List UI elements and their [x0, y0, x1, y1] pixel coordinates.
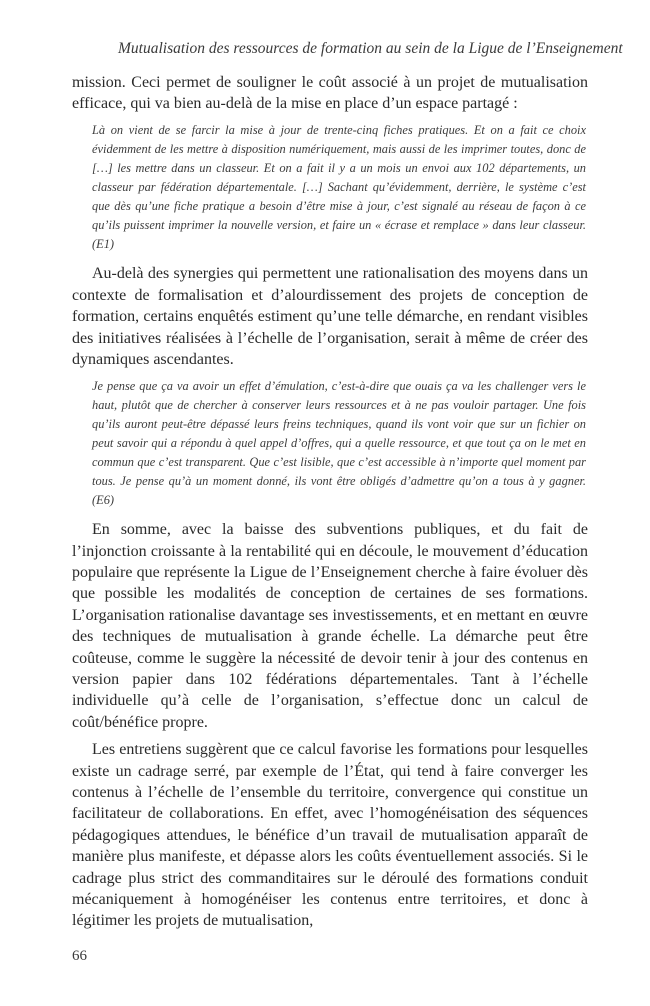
interview-quote-e6: Je pense que ça va avoir un effet d’émulation, c’est-à-dire que ouais ça va les challenger vers le haut, plutôt que de chercher à conserver leurs ressources et à ne pas vouloir partager. Une fois qu’ils auront peut-être dépassé leurs freins techniques, quand ils vont voir que sur un fichier on peut savoir qui a répondu à quel appel d’offres, qui a quelle ressource, et que tout ça on le met en commun que c’est transparent. Que c’est lisible, que c’est accessible à n’importe quel moment par tous. Je pense qu’à un moment donné, ils vont être obligés d’admettre qu’on a tous à y gagner. (E6)	[92, 378, 586, 508]
paragraph-en-somme: En somme, avec la baisse des subventions publiques, et du fait de l’injonction croissante à la rentabilité qui en découle, le mouvement d’éducation populaire que représente la Ligue de l’Enseignement cherche à faire évoluer dès que possible les modalités de conception de certaines de ses formations. L’organisation rationalise davantage ses investissements, et en mettant en œuvre des techniques de mutualisation à grande échelle. La démarche peut être coûteuse, comme le suggère la nécessité de devoir tenir à jour des contenus en version papier dans 102 fédérations départementales. Tant à l’échelle individuelle qu’à celle de l’organisation, s’effectue donc un calcul de coût/bénéfice propre.	[72, 521, 588, 731]
running-header: Mutualisation des ressources de formation au sein de la Ligue de l’Enseignement	[118, 40, 623, 57]
body-text	[72, 72, 588, 938]
paragraph-mission: mission. Ceci permet de souligner le coût associé à un projet de mutualisation efficace, qui va bien au-delà de la mise en place d’un espace partagé :	[72, 74, 588, 113]
paragraph-synergies: Au-delà des synergies qui permettent une rationalisation des moyens dans un contexte de formalisation et d’alourdissement des projets de conception de formation, certains enquêtés estiment qu’une telle démarche, en rendant visibles des initiatives réalisées à l’échelle de l’organisation, serait à même de créer des dynamiques ascendantes.	[72, 265, 588, 369]
interview-quote-e1: Là on vient de se farcir la mise à jour de trente-cinq fiches pratiques. Et on a fait ce choix évidemment de les mettre à disposition numériquement, mais aussi de les imprimer toutes, donc de […] les mettre dans un classeur. Et on a fait il y a un mois un envoi aux 102 départements, un classeur par fédération départementale. […] Sachant qu’évidemment, derrière, le système c’est que dès qu’une fiche pratique a besoin d’être mise à jour, c’est signalé au réseau de façon à ce qu’ils puissent imprimer la nouvelle version, et faire un « écrase et remplace » dans leur classeur. (E1)	[92, 122, 586, 252]
paragraph-entretiens: Les entretiens suggèrent que ce calcul favorise les formations pour lesquelles existe un cadrage serré, par exemple de l’État, qui tend à faire converger les contenus à l’échelle de l’ensemble du territoire, convergence qui constitue un facilitateur de collaborations. En effet, avec l’homogénéisation des séquences pédagogiques attendues, le bénéfice d’un travail de mutualisation apparaît de manière plus manifeste, et dépasse alors les coûts éventuellement associés. Si le cadrage plus strict des commanditaires sur le déroulé des formations conduit mécaniquement à homogénéiser les contenus entre territoires, et donc à légitimer les projets de mutualisation,	[72, 741, 588, 930]
page-number: 66	[72, 948, 87, 964]
